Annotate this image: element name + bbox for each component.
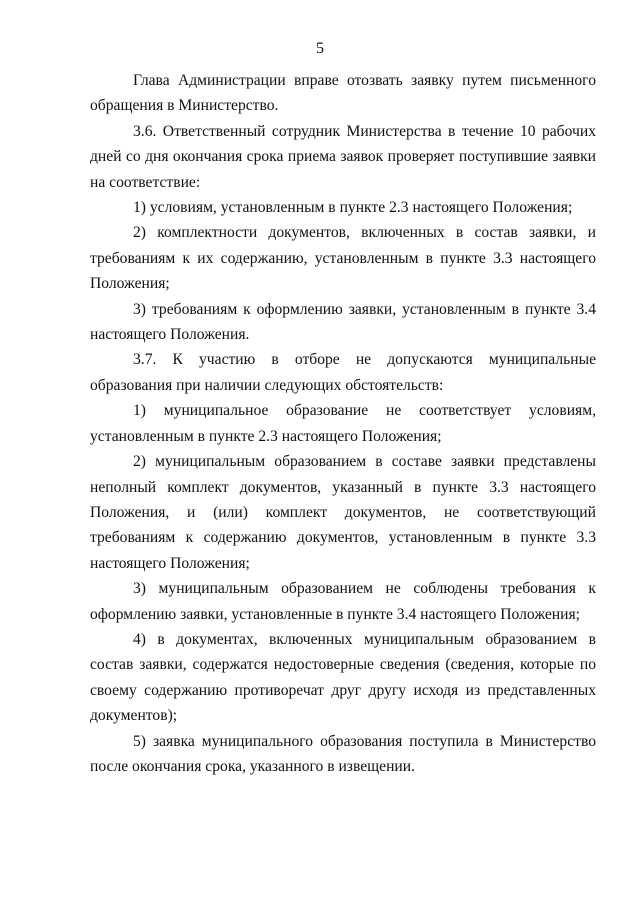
- document-body: [90, 68, 596, 779]
- paragraph-3-6-item-2: 2) комплектности документов, включенных в состав заявки, и требованиям к их содержанию, установленным в пункте 3.3 настоящего Положения;: [90, 224, 596, 293]
- paragraph-3-7-item-4: 4) в документах, включенных муниципальным образованием в состав заявки, содержатся недостоверные сведения (сведения, которые по своему содержанию противоречат друг другу исходя из представленных документов);: [90, 630, 596, 725]
- paragraph-3-7: 3.7. К участию в отборе не допускаются муниципальные образования при наличии следующих обстоятельств:: [90, 351, 596, 394]
- paragraph-3-7-item-2: 2) муниципальным образованием в составе заявки представлены неполный комплект документов, указанный в пункте 3.3 настоящего Положения, и (или) комплект документов, не соответствующий требованиям к содержанию документов, установленным в пункте 3.3 настоящего Положения;: [90, 453, 596, 572]
- paragraph-3-6-item-1: 1) условиям, установленным в пункте 2.3 настоящего Положения;: [133, 199, 573, 217]
- paragraph-3-7-item-1: 1) муниципальное образование не соответствует условиям, установленным в пункте 2.3 настоящего Положения;: [90, 402, 596, 445]
- paragraph-3-6: 3.6. Ответственный сотрудник Министерства в течение 10 рабочих дней со дня окончания срока приема заявок проверяет поступившие заявки на соответствие:: [90, 122, 596, 191]
- paragraph-3-7-item-5: 5) заявка муниципального образования поступила в Министерство после окончания срока, указанного в извещении.: [90, 732, 596, 775]
- paragraph-3-6-item-3: 3) требованиям к оформлению заявки, установленным в пункте 3.4 настоящего Положения.: [90, 300, 596, 344]
- page-number: 5: [316, 40, 324, 57]
- paragraph-3-7-item-3: 3) муниципальным образованием не соблюдены требования к оформлению заявки, установленные в пункте 3.4 настоящего Положения;: [90, 580, 596, 623]
- paragraph-revocation: Глава Администрации вправе отозвать заявку путем письменного обращения в Министерство.: [90, 72, 596, 115]
